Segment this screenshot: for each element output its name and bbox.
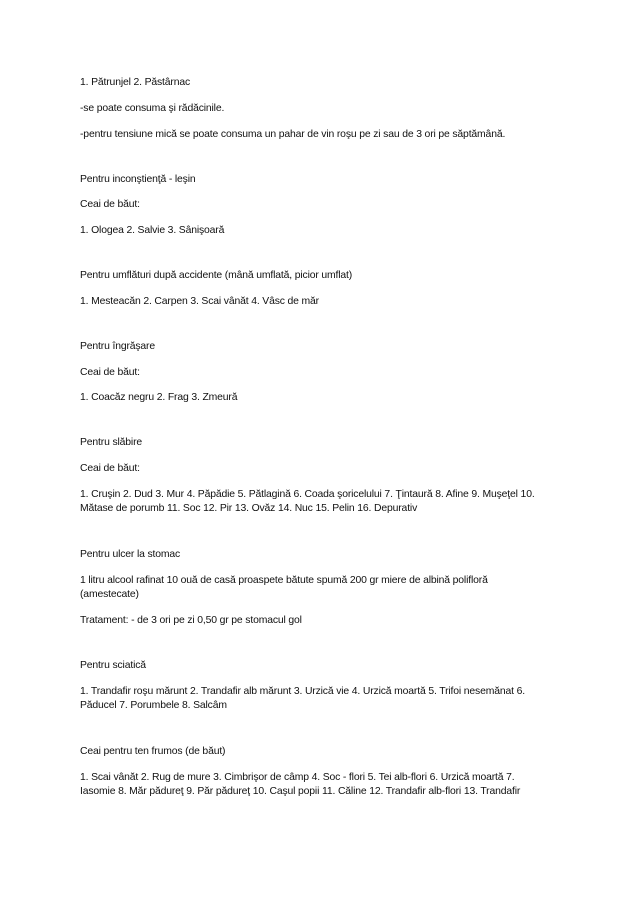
text-line: Ceai de băut: xyxy=(80,463,140,474)
text-line: Tratament: - de 3 ori pe zi 0,50 gr pe stomacul gol xyxy=(80,615,302,626)
text-line: (amestecate) xyxy=(80,589,139,600)
text-line: 1. Mesteacăn 2. Carpen 3. Scai vânăt 4. Vâsc de măr xyxy=(80,296,319,307)
section-heading: Pentru ulcer la stomac xyxy=(80,549,181,560)
text-line: 1. Scai vânăt 2. Rug de mure 3. Cimbrişor de câmp 4. Soc - flori 5. Tei alb-flori 6. Urzică moartă 7. xyxy=(80,772,515,783)
text-line: 1. Pătrunjel 2. Păstârnac xyxy=(80,77,191,88)
section-heading: Ceai pentru ten frumos (de băut) xyxy=(80,746,226,757)
text-line: 1. Trandafir roşu mărunt 2. Trandafir alb mărunt 3. Urzică vie 4. Urzică moartă 5. Trifoi nesemănat 6. xyxy=(80,686,525,697)
text-line: 1 litru alcool rafinat 10 ouă de casă proaspete bătute spumă 200 gr miere de albină polifloră xyxy=(80,575,488,586)
section-heading: Pentru slăbire xyxy=(80,437,143,448)
text-line: -se poate consuma şi rădăcinile. xyxy=(80,103,225,114)
section-heading: Pentru îngrăşare xyxy=(80,341,155,352)
text-line: Ceai de băut: xyxy=(80,199,140,210)
section-heading: Pentru sciatică xyxy=(80,660,146,671)
text-line: 1. Cruşin 2. Dud 3. Mur 4. Păpădie 5. Pătlagină 6. Coada şoricelului 7. Ţintaură 8. Afine 9. Muşeţel 10. xyxy=(80,489,535,500)
text-line: Ceai de băut: xyxy=(80,367,140,378)
text-line: Păducel 7. Porumbele 8. Salcâm xyxy=(80,700,227,711)
text-line: 1. Ologea 2. Salvie 3. Sânişoară xyxy=(80,225,225,236)
text-line: Iasomie 8. Măr pădureţ 9. Păr pădureţ 10. Caşul popii 11. Căline 12. Trandafir alb-flori 13. Trandafir xyxy=(80,786,521,797)
text-line: 1. Coacăz negru 2. Frag 3. Zmeură xyxy=(80,392,238,403)
section-heading: Pentru umflături după accidente (mână umflată, picior umflat) xyxy=(80,270,353,281)
section-heading: Pentru inconştienţă - leşin xyxy=(80,174,196,185)
text-line: Mătase de porumb 11. Soc 12. Pir 13. Ovăz 14. Nuc 15. Pelin 16. Depurativ xyxy=(80,503,418,514)
text-line: -pentru tensiune mică se poate consuma un pahar de vin roşu pe zi sau de 3 ori pe săptămână. xyxy=(80,129,506,140)
